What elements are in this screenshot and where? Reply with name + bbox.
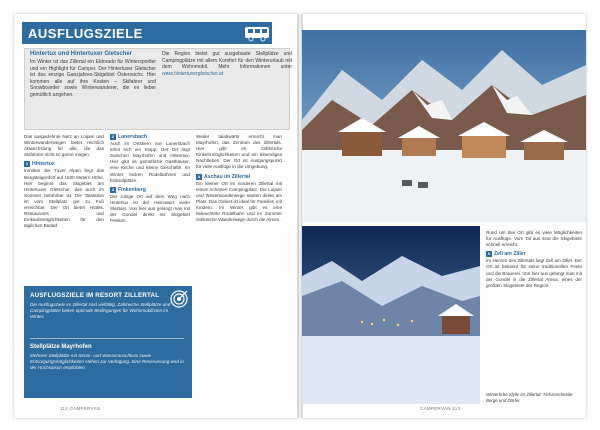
column-b xyxy=(110,134,190,224)
subheading-zell xyxy=(486,251,582,257)
section-title: AUSFLUGSZIELE xyxy=(28,26,143,41)
intro-text-2 xyxy=(162,51,292,77)
intro-link[interactable]: www.hintertuxergletscher.at xyxy=(162,70,224,77)
subheading-aschau xyxy=(196,174,282,180)
subheading-text: Lanersbach xyxy=(118,134,148,140)
info-box-subtitle: Stellplätze Mayrhofen xyxy=(30,344,92,350)
photo-winter-village xyxy=(302,30,586,222)
info-box-divider xyxy=(30,338,184,339)
winter-village-image xyxy=(302,30,586,222)
column-c-paragraph: Ein kleiner Ort im vorderen Zillertal mit einem schönen Campingplatz. Die Loipen und Winterwanderwege starten direkt am Platz. Das Gebiet ist ideal für Familien mit Kindern. Im Winter gibt es eine beleuchtete Rodelbahn und im Sommer zahlreiche Wanderwege durch die Almen. xyxy=(196,180,282,223)
intro-subtitle: Hintertux und Hintertuxer Gletscher xyxy=(30,51,133,57)
number-badge: 5 xyxy=(487,251,491,257)
column-c xyxy=(196,134,282,223)
subheading-hintertux xyxy=(24,161,104,167)
subheading-text: Hintertux xyxy=(32,161,55,168)
column-right-paragraph-top: Rund um den Ort gibt es viele Möglichkeiten für Ausflüge. Vom Tal aus sind die Skigebiete schnell erreicht. xyxy=(486,230,582,248)
photo-caption: Winterliche Idylle im Zillertal: Tiefverschneite Berge und Dörfer. xyxy=(486,392,573,403)
info-box-title: AUSFLUGSZIELE IM RESORT ZILLERTAL xyxy=(30,292,160,299)
footer-left: 112 CAMPERVAN xyxy=(60,406,101,411)
column-right xyxy=(486,230,582,289)
number-badge: 2 xyxy=(111,134,115,140)
column-a-lead: Das ausgedehnte Netz an Loipen und Winterwanderwegen bietet reichlich Abwechslung für alle, die das Skifahren nicht so gerne mögen. xyxy=(24,134,104,158)
column-b-paragraph-1: Auch im Ortskern von Lanersbach lohnt sich ein Stopp. Der Ort liegt zwischen Mayrhofen und Hintertux. Hier gibt es gemütliche Gasthäuser, eine Kirche und kleine Geschäfte. Im Winter locken Rodelbahnen und Eislaufplätze. xyxy=(110,141,190,183)
footer-right: CAMPERVAN 113 xyxy=(420,406,461,411)
photo-valley-dusk xyxy=(302,226,480,404)
valley-dusk-image xyxy=(302,226,480,404)
column-a xyxy=(24,134,104,229)
column-a-paragraph: Inmitten der Tuxer Alpen liegt das Bergsteigerdorf auf 1500 Metern Höhe. Hier beginnt das Skigebiet am Hintertuxer Gletscher, das auch im Sommer befahrbar ist. Die Talstation ist vom Stellplatz gut zu Fuß erreichbar. Der Ort bietet Hotels, Restaurants und Einkaufsmöglichkeiten für den täglichen Bedarf. xyxy=(24,168,104,229)
subheading-finkenberg xyxy=(110,187,190,193)
column-b-paragraph-2: Der ruhige Ort auf dem Weg nach Hintertux ist der Heimatort vieler Skistars. Von hier aus gelangt man mit der Gondel direkt ins Skigebiet Penken. xyxy=(110,193,190,224)
info-box-text: Die Ausflugsziele im Zillertal sind vielfältig. Zahlreiche Stellplätze und Campingplätze bieten optimale Bedingungen für Wohnmobilisten im Winter. xyxy=(30,302,171,319)
subheading-text: Finkenberg xyxy=(118,186,146,193)
subheading-text: Zell am Ziller xyxy=(494,251,526,258)
number-badge: 3 xyxy=(111,186,115,192)
subheading-lanersbach xyxy=(110,134,190,140)
info-box-text-2: Mehrere Stellplätze mit Strom- und Wasseranschluss sowie Entsorgungsmöglichkeiten stehen zur Verfügung. Eine Reservierung wird in der Hochsaison empfohlen. xyxy=(30,353,184,370)
intro-text-2-body: Die Region bietet gut ausgebaute Stellplätze und Campingplätze mit allem Komfort für den Winterurlaub mit dem Wohnmobil. Mehr Informationen unter xyxy=(162,51,292,71)
bus-icon xyxy=(244,24,270,42)
column-right-paragraph: Im Herzen des Zillertals liegt Zell am Ziller. Der Ort ist bekannt für seine traditionellen Feste und die Brauerei. Von hier aus gelangt man mit der Gondel in die Zillertal Arena, eines der größten Skigebiete der Region. xyxy=(486,258,582,288)
subheading-text: Aschau im Zillertal xyxy=(204,173,251,180)
intro-text-1: Im Winter ist das Zillertal ein Eldorado für Wintersportler und ein Highlight für Camper. Der Hintertuxer Gletscher ist das einzige Ganzjahres-Skigebiet Österreichs. Hier kommen alle auf ihre Kosten – Skifahrer und Snowboarder sowie Winterwanderer, die es lieber gemütlich angehen. xyxy=(30,59,156,98)
column-c-paragraph-top: Weiter talabwärts erreicht man Mayrhofen, das Zentrum des Zillertals. Hier gibt es zahlreiche Einkehrmöglichkeiten und ein lebendiges Nachtleben. Der Ort ist Ausgangspunkt für viele Ausflüge in die Umgebung. xyxy=(196,134,282,170)
number-badge: 1 xyxy=(25,161,29,167)
number-badge: 4 xyxy=(197,173,201,179)
